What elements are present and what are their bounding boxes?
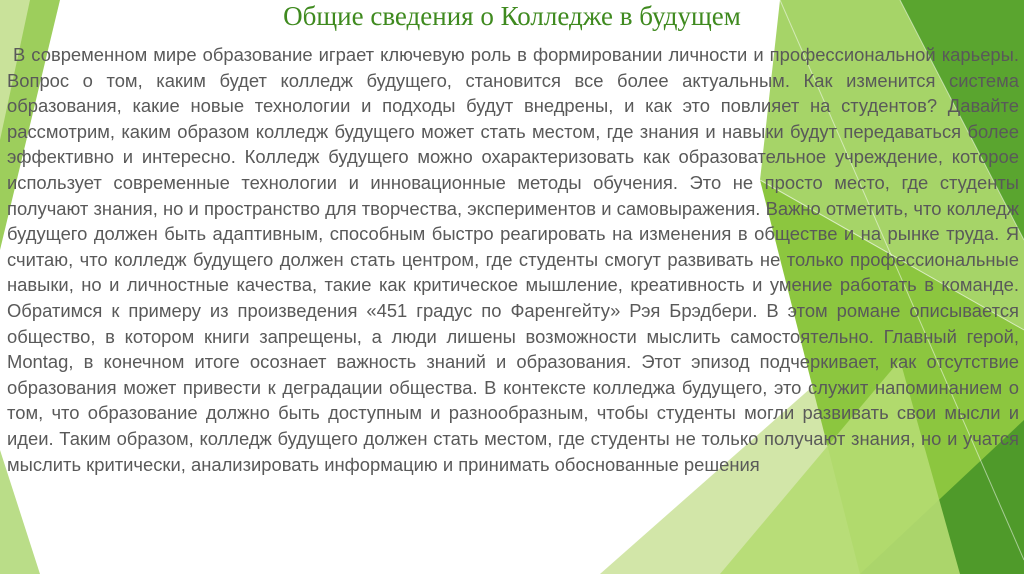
slide-body-text: В современном мире образование играет ключевую роль в формировании личности и профессиональной карьеры. Вопрос о том, каким будет колледж будущего, становится все более актуальным. Как изменится система образования, какие новые технологии и подходы будут внедрены, и как это повлияет на студентов? Давайте рассмотрим, каким образом колледж будущего может стать местом, где знания и навыки будут передаваться более эффективно и интересно. Колледж будущего можно охарактеризовать как образовательное учреждение, которое использует современные технологии и инновационные методы обучения. Это не просто место, где студенты получают знания, но и пространство для творчества, экспериментов и самовыражения. Важно отметить, что колледж будущего должен быть адаптивным, способным быстро реагировать на изменения в обществе и на рынке труда. Я считаю, что колледж будущего должен стать центром, где студенты смогут развивать не только профессиональные навыки, но и личностные качества, такие как критическое мышление, креативность и умение работать в команде. Обратимся к примеру из произведения «451 градус по Фаренгейту» Рэя Брэдбери. В этом романе описывается общество, в котором книги запрещены, а люди лишены возможности мыслить самостоятельно. Главный герой, Montag, в конечном итоге осознает важность знаний и образования. Этот эпизод подчеркивает, как отсутствие образования может привести к деградации общества. В контексте колледжа будущего, это служит напоминанием о том, что образование должно быть доступным и разнообразным, чтобы студенты могли развивать свои мысли и идеи. Таким образом, колледж будущего должен стать местом, где студенты не только получают знания, но и учатся мыслить критически, анализировать информацию и принимать обоснованные решения bbox=[7, 44, 1019, 475]
slide-title-text: Общие сведения о Колледже в будущем bbox=[283, 1, 741, 31]
slide-title bbox=[0, 0, 1024, 32]
